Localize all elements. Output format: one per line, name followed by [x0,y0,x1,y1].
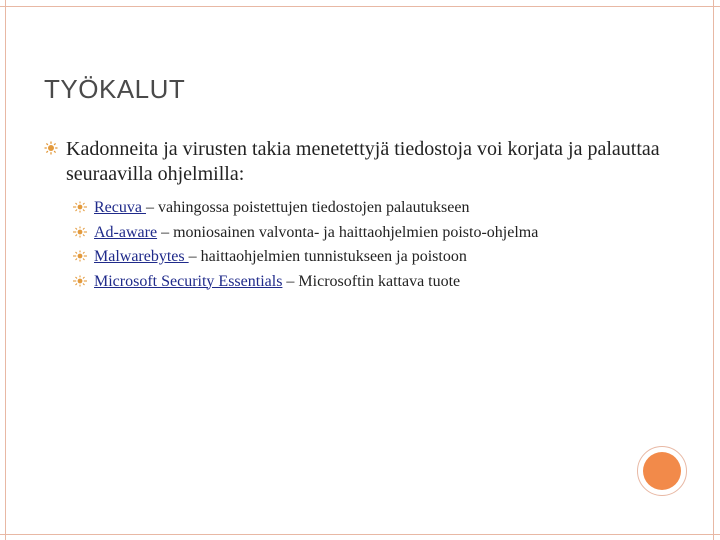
tool-list [72,197,642,295]
tool-item-mse [72,271,642,293]
malwarebytes-link[interactable]: Malwarebytes [94,248,189,265]
recuva-link[interactable]: Recuva [94,199,146,216]
tool-item-malwarebytes [72,246,642,268]
sun-bullet-icon [72,250,88,262]
tool-item-recuva [72,197,642,219]
sun-bullet-icon [72,275,88,287]
sun-bullet-icon [44,141,58,155]
tool-description: – moniosainen valvonta- ja haittaohjelmien poisto-ohjelma [157,223,539,241]
main-bullet-text: Kadonneita ja virusten takia menetettyjä tiedostoja voi korjata ja palauttaa seuraavilla ohjelmilla: [66,138,660,185]
sun-bullet-icon [72,201,88,213]
sun-bullet-icon [72,226,88,238]
tool-description: – vahingossa poistettujen tiedostojen palautukseen [145,199,470,216]
tool-item-ad-aware [72,222,642,244]
decorative-circle [643,452,681,490]
tool-description: – haittaohjelmien tunnistukseen ja poistoon [188,248,467,265]
ad-aware-link[interactable]: Ad-aware [94,223,158,241]
slide-title: TYÖKALUT [44,74,186,104]
main-bullet [44,137,664,187]
microsoft-security-essentials-link[interactable]: Microsoft Security Essentials [94,272,283,290]
tool-description: – Microsoftin kattava tuote [282,272,461,290]
